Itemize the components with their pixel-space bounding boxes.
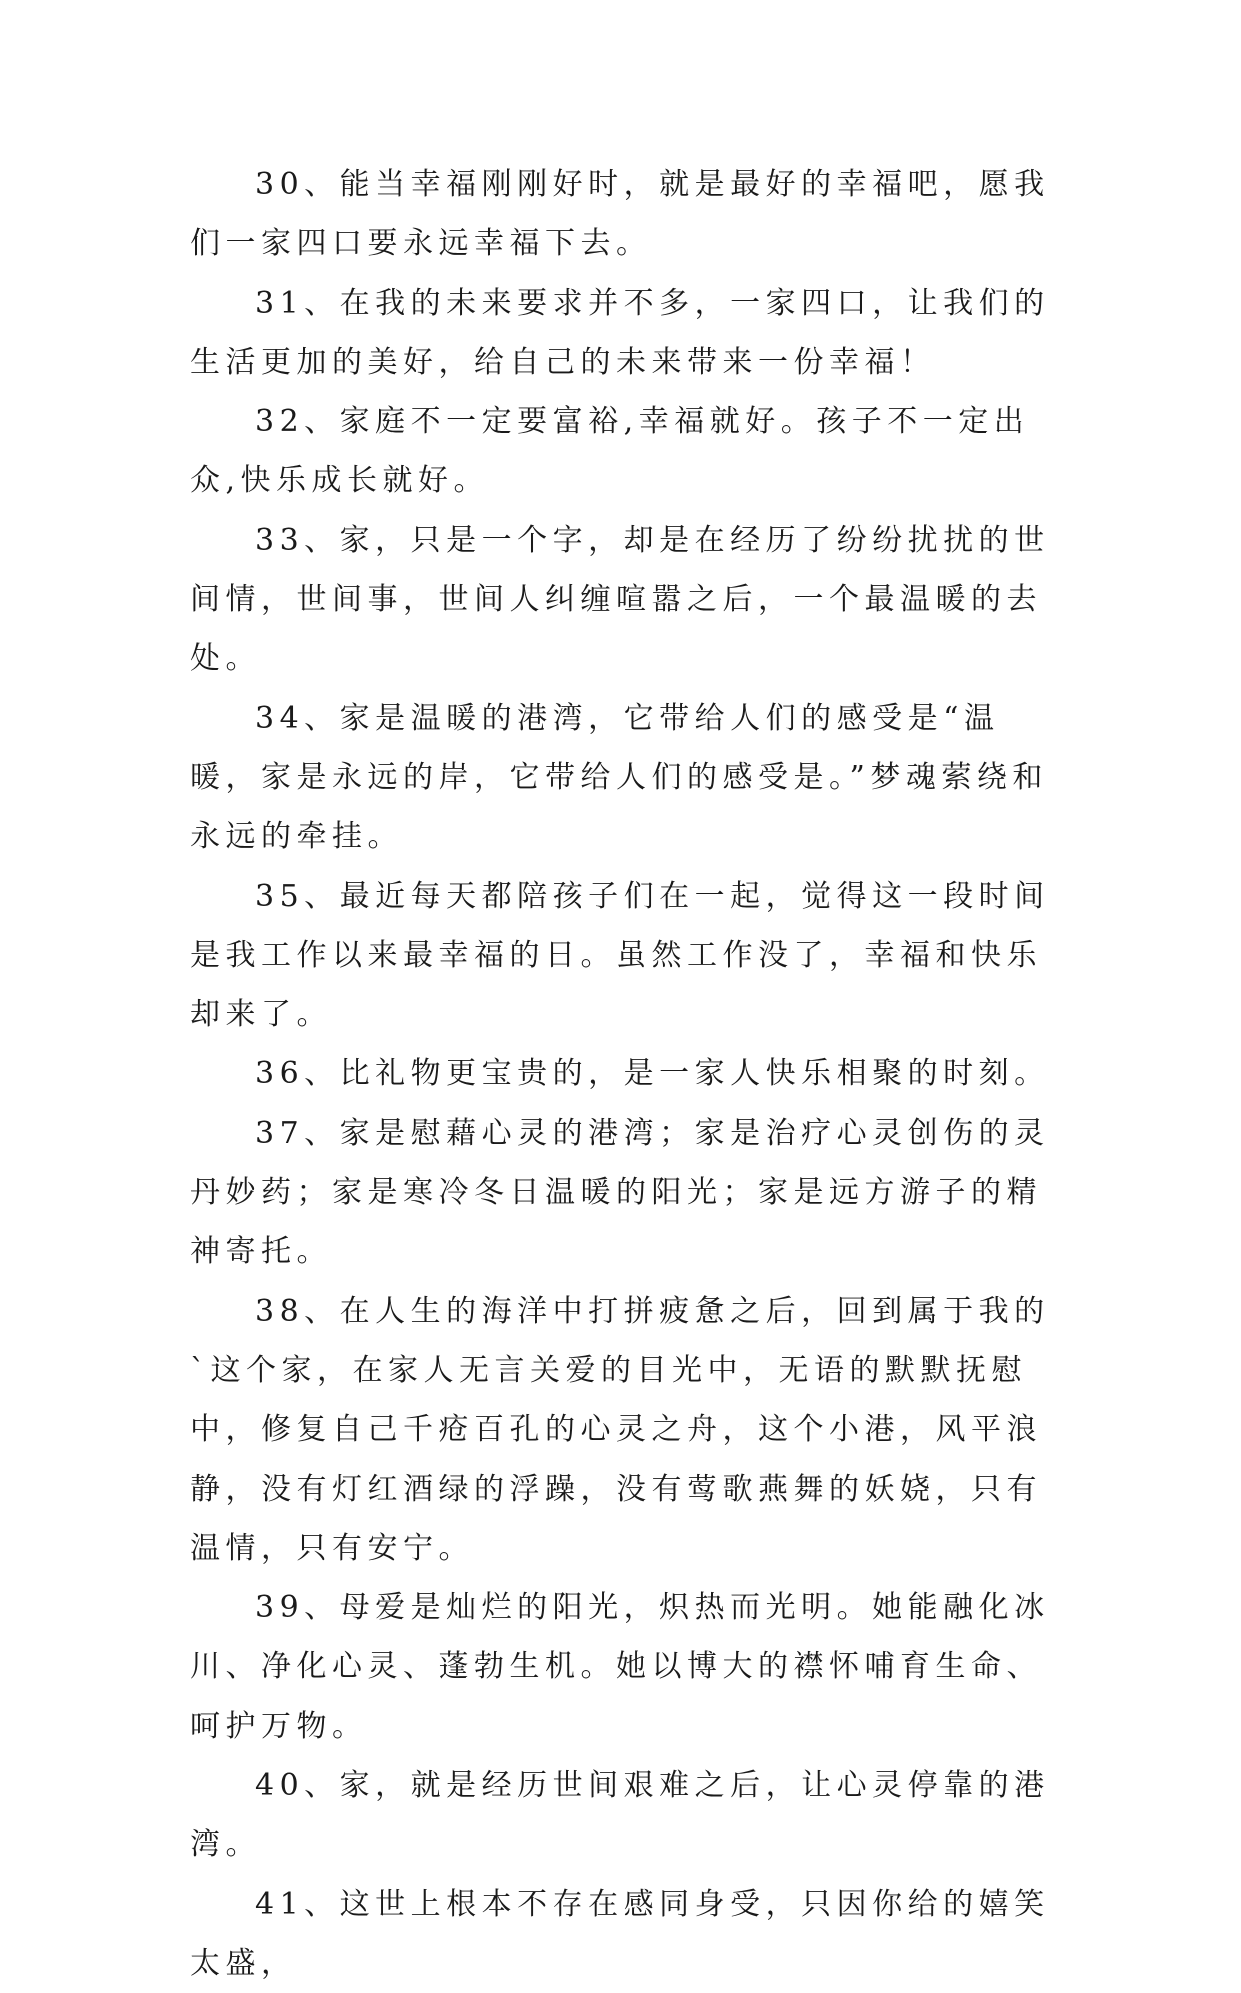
paragraph-36: 36、比礼物更宝贵的，是一家人快乐相聚的时刻。 — [255, 1056, 1050, 1092]
paragraph-33: 33、家，只是一个字，却是在经历了纷纷扰扰的世间情，世间事，世间人纠缠喧嚣之后，一个最温暖的去处。 — [190, 522, 1050, 677]
paragraph-34: 34、家是温暖的港湾，它带给人们的感受是“温暖，家是永远的岸，它带给人们的感受是。”梦魂萦绕和永远的牵挂。 — [190, 700, 1048, 855]
paragraph-31: 31、在我的未来要求并不多，一家四口，让我们的生活更加的美好，给自己的未来带来一份幸福！ — [190, 285, 1050, 380]
paragraph-37: 37、家是慰藉心灵的港湾；家是治疗心灵创伤的灵丹妙药；家是寒冷冬日温暖的阳光；家是远方游子的精神寄托。 — [190, 1115, 1050, 1270]
paragraph-38: 38、在人生的海洋中打拼疲惫之后，回到属于我的`这个家，在家人无言关爱的目光中，无语的默默抚慰中，修复自己千疮百孔的心灵之舟，这个小港，风平浪静，没有灯红酒绿的浮躁，没有莺歌燕舞的妖娆，只有温情，只有安宁。 — [190, 1293, 1050, 1566]
paragraph-41: 41、这世上根本不存在感同身受，只因你给的嬉笑太盛， — [190, 1886, 1050, 1981]
paragraph-39: 39、母爱是灿烂的阳光，炽热而光明。她能融化冰川、净化心灵、蓬勃生机。她以博大的襟怀哺育生命、呵护万物。 — [190, 1590, 1050, 1744]
document-body — [190, 155, 1070, 1993]
paragraph-35: 35、最近每天都陪孩子们在一起，觉得这一段时间是我工作以来最幸福的日。虽然工作没了，幸福和快乐却来了。 — [190, 878, 1050, 1033]
paragraph-32: 32、家庭不一定要富裕,幸福就好。孩子不一定出众,快乐成长就好。 — [190, 404, 1030, 499]
paragraph-30: 30、能当幸福刚刚好时，就是最好的幸福吧，愿我们一家四口要永远幸福下去。 — [190, 167, 1050, 262]
paragraph-40: 40、家，就是经历世间艰难之后，让心灵停靠的港湾。 — [190, 1768, 1050, 1863]
